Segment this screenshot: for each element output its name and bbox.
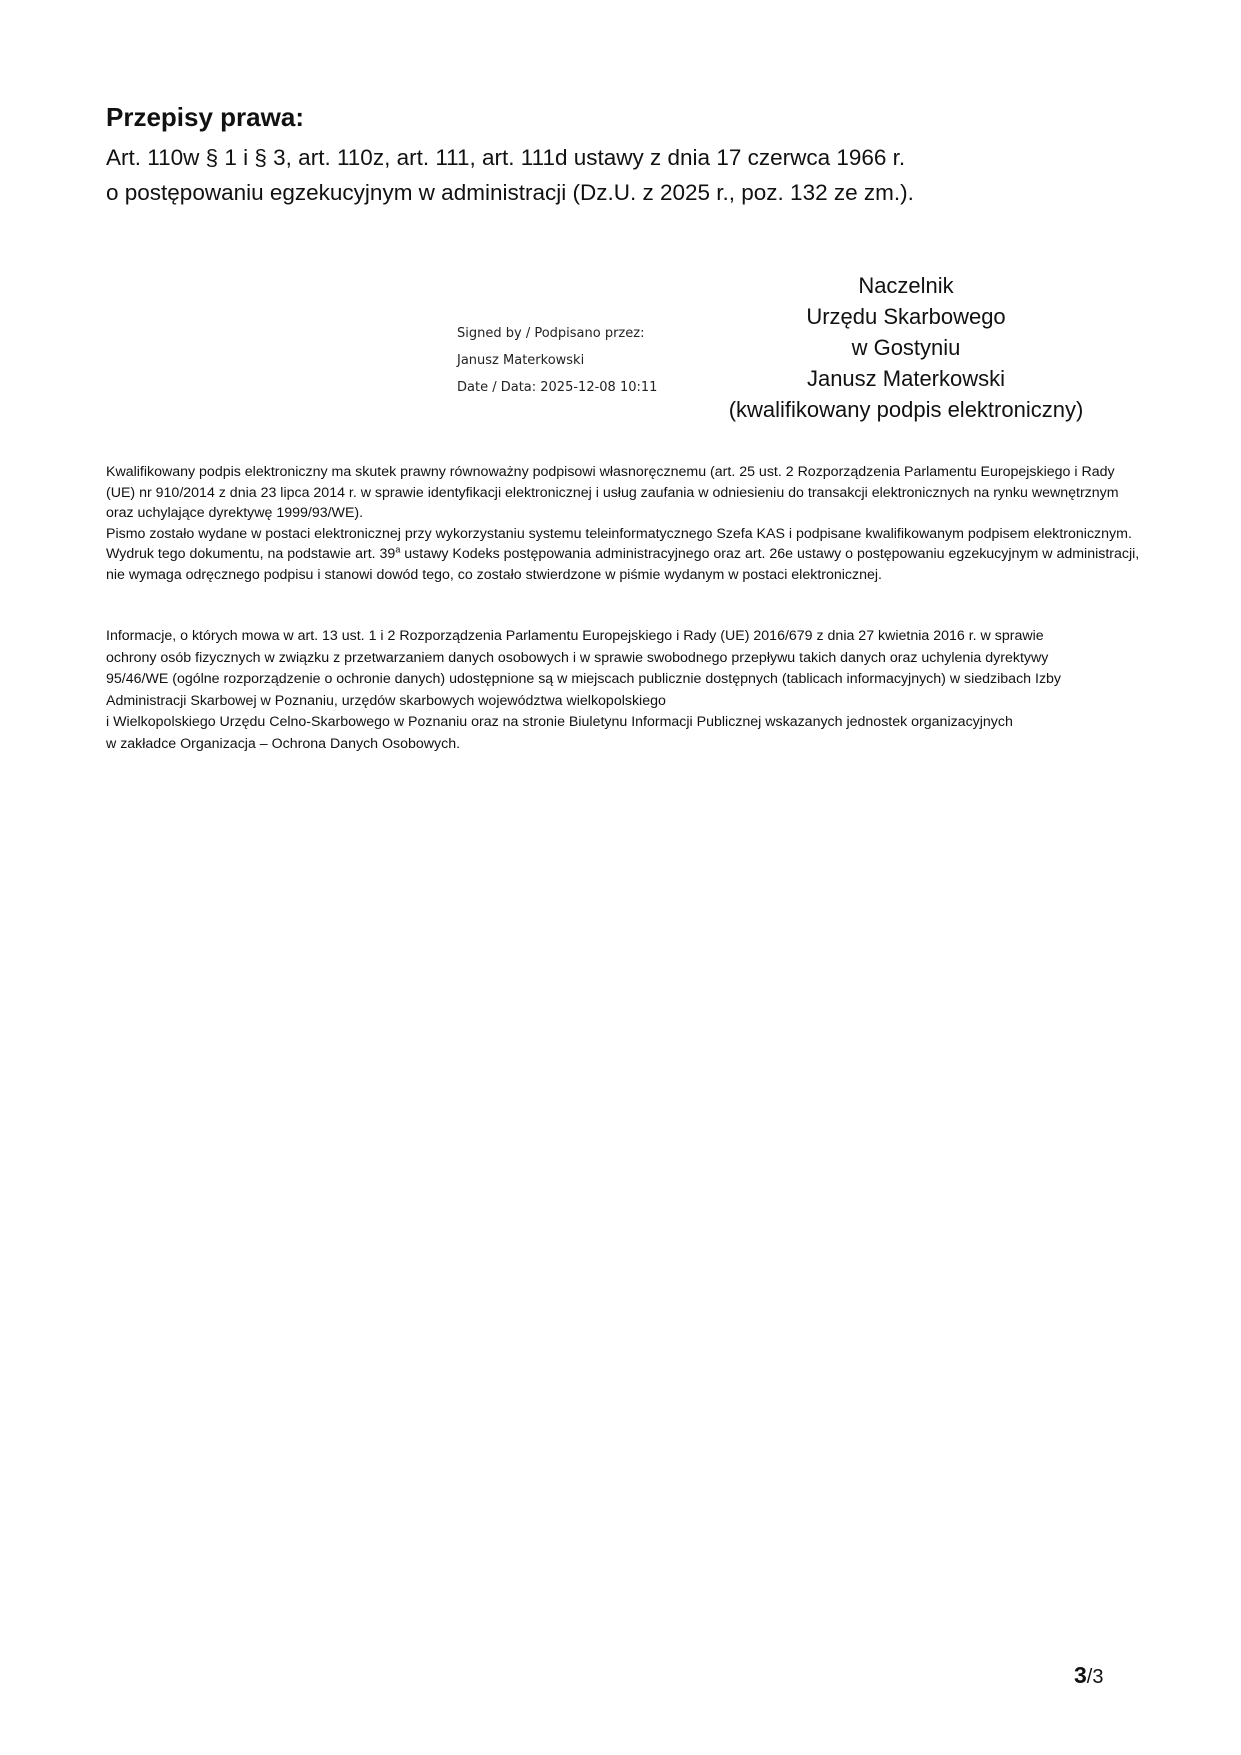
gdpr-line-5: i Wielkopolskiego Urzędu Celno-Skarbowego w Poznaniu oraz na stronie Biuletynu Informacji Publicznej wskazanych jednostek organizacyjnych xyxy=(106,714,1013,730)
signer-office: Urzędu Skarbowego xyxy=(806,304,1006,329)
legal-basis-heading: Przepisy prawa: xyxy=(106,102,304,132)
signer-city: w Gostyniu xyxy=(851,335,961,360)
gdpr-line-1: Informacje, o których mowa w art. 13 ust. 1 i 2 Rozporządzenia Parlamentu Europejskiego i Rady (UE) 2016/679 z dnia 27 kwietnia 2016 r. w sprawie xyxy=(106,628,1044,644)
signer-title: Naczelnik xyxy=(858,273,954,298)
gdpr-line-4: Administracji Skarbowej w Poznaniu, urzędów skarbowych województwa wielkopolskiego xyxy=(106,692,666,709)
signature-date: Date / Data: 2025-12-08 10:11 xyxy=(457,380,658,395)
gdpr-line-3: 95/46/WE (ogólne rozporządzenie o ochronie danych) udostępnione są w miejscach publicznie dostępnych (tablicach informacyjnych) w siedzibach Izby xyxy=(106,671,1062,687)
signed-by-label: Signed by / Podpisano przez: xyxy=(457,326,645,341)
legal-basis-line-1: Art. 110w § 1 i § 3, art. 110z, art. 111, art. 111d ustawy z dnia 17 czerwca 1966 r. xyxy=(106,145,906,170)
gdpr-line-2: ochrony osób fizycznych w związku z przetwarzaniem danych osobowych i w sprawie swobodnego przepływu takich danych oraz uchylenia dyrektywy xyxy=(106,649,1049,666)
gdpr-line-6: w zakładce Organizacja – Ochrona Danych Osobowych. xyxy=(106,735,461,752)
signer-block xyxy=(700,270,1112,425)
signature-type: (kwalifikowany podpis elektroniczny) xyxy=(728,397,1084,422)
notice-paragraph-1: Kwalifikowany podpis elektroniczny ma skutek prawny równoważny podpisowi własnoręcznemu (art. 25 ust. 2 Rozporządzenia Parlamentu Europejskiego i Rady (UE) nr 910/2014 z dnia 23 lipca 2014 r. w sprawie identyfikacji elektronicznej i usług zaufania w odniesieniu do transakcji elektronicznych na rynku wewnętrznym oraz uchylające dyrektywę 1999/93/WE). xyxy=(106,464,1119,521)
page-current: 3 xyxy=(1074,1662,1087,1688)
page-number xyxy=(1074,1662,1103,1689)
notice-paragraph-3 xyxy=(106,544,1146,585)
electronic-signature-notice xyxy=(106,462,1146,585)
notice-paragraph-3-end: ustawy Kodeks postępowania administracyjnego oraz art. 26e ustawy o postępowaniu egzekucyjnym w administracji, nie wymaga odręcznego podpisu i stanowi dowód tego, co zostało stwierdzone w piśmie wydanym w postaci elektronicznej. xyxy=(106,546,1140,583)
notice-paragraph-3-start: Wydruk tego dokumentu, na podstawie art. 39 xyxy=(106,546,396,562)
notice-superscript: a xyxy=(395,544,401,555)
signed-by-name: Janusz Materkowski xyxy=(457,353,585,368)
signer-name: Janusz Materkowski xyxy=(806,366,1006,391)
gdpr-notice xyxy=(106,626,1146,755)
notice-paragraph-2: Pismo zostało wydane w postaci elektronicznej przy wykorzystaniu systemu teleinformatycznego Szefa KAS i podpisane kwalifikowanym podpisem elektronicznym. xyxy=(106,525,1132,542)
page-total: /3 xyxy=(1086,1666,1104,1688)
legal-basis-line-2: o postępowaniu egzekucyjnym w administracji (Dz.U. z 2025 r., poz. 132 ze zm.). xyxy=(106,180,914,205)
